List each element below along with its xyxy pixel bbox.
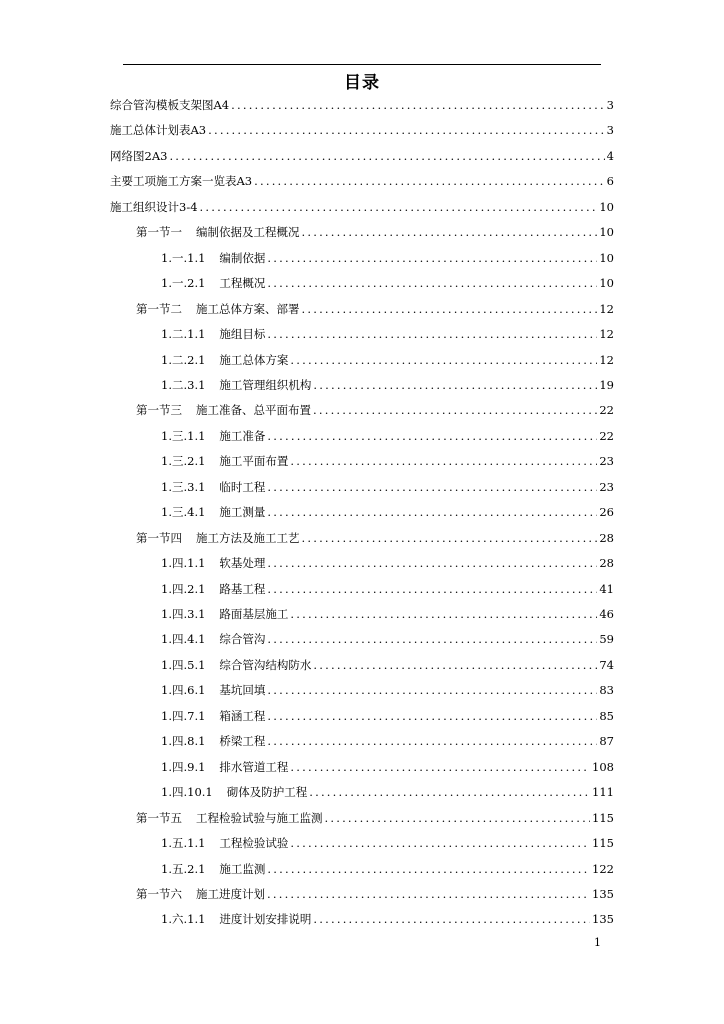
- toc-entry-page: 10: [599, 225, 614, 240]
- toc-entry-number: 1.五.2.1: [161, 861, 206, 876]
- toc-entry[interactable]: [110, 90, 614, 112]
- toc-entry-number: 第一节六: [136, 886, 182, 901]
- toc-entry[interactable]: [161, 548, 614, 570]
- toc-entry[interactable]: [161, 752, 614, 774]
- dot-leader: [267, 480, 597, 494]
- toc-entry-page: 135: [592, 886, 614, 901]
- dot-leader: [290, 760, 590, 774]
- toc-entry-number: 第一节四: [136, 530, 182, 545]
- toc-entry[interactable]: [161, 574, 614, 596]
- toc-entry-number: 第一节五: [136, 810, 182, 825]
- toc-entry-title: 编制依据及工程概况: [196, 225, 300, 240]
- toc-entry[interactable]: [161, 777, 614, 799]
- toc-entry[interactable]: [161, 904, 614, 926]
- dot-leader: [267, 556, 597, 570]
- toc-entry-title: 工程检验试验与施工监测: [196, 810, 323, 825]
- toc-entry-number: 1.二.1.1: [161, 327, 206, 342]
- toc-entry-title: 施工准备: [219, 428, 266, 443]
- toc-entry-page: 10: [599, 276, 614, 291]
- toc-entry-number: 1.四.1.1: [161, 556, 206, 571]
- toc-entry-number: 1.三.3.1: [161, 479, 206, 494]
- toc-entry[interactable]: [161, 243, 614, 265]
- dot-leader: [208, 123, 605, 137]
- toc-entry[interactable]: [136, 803, 614, 825]
- toc-entry-title: 砌体及防护工程: [226, 785, 308, 800]
- toc-entry-page: 87: [599, 734, 614, 749]
- toc-entry-title: 软基处理: [219, 556, 266, 571]
- toc-entry[interactable]: [110, 192, 614, 214]
- page-number: 1: [594, 936, 601, 949]
- toc-entry-number: 1.三.4.1: [161, 505, 206, 520]
- toc-entry[interactable]: [161, 472, 614, 494]
- toc-entry-page: 41: [599, 581, 614, 596]
- dot-leader: [325, 811, 591, 825]
- toc-entry-title: 施工总体计划表A3: [110, 123, 207, 138]
- toc-entry-number: 1.四.8.1: [161, 734, 206, 749]
- toc-entry-page: 28: [599, 556, 614, 571]
- toc-entry-title: 编制依据: [219, 250, 266, 265]
- dot-leader: [267, 887, 590, 901]
- dot-leader: [290, 607, 597, 621]
- dot-leader: [313, 912, 590, 926]
- dot-leader: [267, 276, 597, 290]
- toc-entry[interactable]: [136, 395, 614, 417]
- toc-entry[interactable]: [161, 624, 614, 646]
- toc-entry-page: 115: [592, 810, 614, 825]
- toc-entry-title: 网络图2A3: [110, 148, 168, 163]
- dot-leader: [313, 378, 597, 392]
- toc-entry-page: 10: [599, 250, 614, 265]
- dot-leader: [267, 429, 597, 443]
- toc-entry-page: 46: [599, 607, 614, 621]
- toc-entry-number: 1.四.5.1: [161, 657, 206, 672]
- toc-entry[interactable]: [136, 217, 614, 239]
- toc-entry-number: 第一节二: [136, 301, 182, 316]
- toc-entry-page: 74: [599, 657, 614, 672]
- toc-entry-number: 1.二.2.1: [161, 352, 206, 367]
- toc-entry-title: 施工方法及施工工艺: [196, 530, 300, 545]
- toc-entry-title: 进度计划安排说明: [219, 912, 312, 927]
- toc-entry-title: 施工监测: [219, 861, 266, 876]
- toc-entry-page: 83: [599, 683, 614, 698]
- toc-entry-page: 22: [599, 428, 614, 443]
- toc-entry[interactable]: [110, 115, 614, 137]
- toc-entry-number: 1.一.2.1: [161, 276, 206, 291]
- page-title: 目录: [344, 73, 380, 93]
- toc-entry-title: 路基工程: [219, 581, 266, 596]
- toc-entry-number: 1.四.7.1: [161, 708, 206, 723]
- toc-entry-title: 施工组织设计3-4: [110, 199, 198, 214]
- toc-entry-number: 1.四.4.1: [161, 632, 206, 647]
- toc-entry-number: 1.四.2.1: [161, 581, 206, 596]
- toc-entry[interactable]: [161, 345, 614, 367]
- toc-entry[interactable]: [161, 268, 614, 290]
- toc-entry-number: 1.三.2.1: [161, 454, 206, 469]
- toc-entry-title: 施工准备、总平面布置: [196, 403, 311, 418]
- toc-entry-page: 12: [599, 352, 614, 367]
- toc-entry-number: 1.四.6.1: [161, 683, 206, 698]
- toc-entry-page: 115: [592, 836, 614, 851]
- toc-entry-title: 桥梁工程: [219, 734, 266, 749]
- toc-entry-page: 3: [606, 98, 614, 112]
- toc-entry-page: 122: [592, 861, 614, 876]
- toc-entry-title: 施工进度计划: [196, 886, 265, 901]
- toc-entry[interactable]: [161, 599, 614, 621]
- header-rule: [123, 64, 601, 65]
- toc-entry-number: 1.六.1.1: [161, 912, 206, 927]
- dot-leader: [313, 658, 597, 672]
- dot-leader: [313, 403, 597, 417]
- toc-entry-page: 108: [592, 759, 614, 774]
- toc-entry-page: 6: [606, 174, 614, 189]
- toc-entry-number: 1.四.3.1: [161, 607, 206, 621]
- dot-leader: [302, 531, 598, 545]
- toc-entry[interactable]: [161, 675, 614, 697]
- toc-entry-number: 第一节一: [136, 225, 182, 240]
- toc-entry-page: 26: [599, 505, 614, 520]
- toc-entry-title: 施工管理组织机构: [219, 377, 312, 392]
- dot-leader: [169, 149, 604, 163]
- toc-entry[interactable]: [110, 141, 614, 163]
- toc-entry[interactable]: [136, 294, 614, 316]
- toc-entry-page: 3: [606, 123, 614, 138]
- toc-entry-page: 111: [592, 785, 614, 800]
- dot-leader: [290, 353, 597, 367]
- toc-entry-title: 主要工项施工方案一览表A3: [110, 174, 253, 189]
- toc-entry-title: 综合管沟结构防水: [219, 657, 312, 672]
- toc-entry-number: 1.五.1.1: [161, 836, 206, 851]
- toc-entry[interactable]: [161, 446, 614, 468]
- toc-entry-page: 4: [606, 148, 614, 163]
- toc-entry-page: 23: [599, 479, 614, 494]
- dot-leader: [200, 200, 598, 214]
- toc-entry-title: 排水管道工程: [219, 759, 289, 774]
- toc-entry-page: 23: [599, 454, 614, 469]
- dot-leader: [267, 734, 597, 748]
- toc-entry-page: 12: [599, 327, 614, 342]
- dot-leader: [309, 785, 590, 799]
- toc-entry-title: 临时工程: [219, 479, 266, 494]
- toc-entry[interactable]: [161, 828, 614, 850]
- dot-leader: [267, 632, 597, 646]
- dot-leader: [267, 862, 590, 876]
- dot-leader: [302, 302, 598, 316]
- toc-entry-number: 1.三.1.1: [161, 428, 206, 443]
- toc-entry-number: 1.一.1.1: [161, 250, 206, 265]
- toc-entry-number: 1.二.3.1: [161, 377, 206, 392]
- toc-entry-page: 28: [599, 530, 614, 545]
- toc-entry-number: 1.四.9.1: [161, 759, 206, 774]
- toc-entry-page: 85: [599, 708, 614, 723]
- toc-entry-page: 22: [599, 403, 614, 418]
- dot-leader: [302, 225, 598, 239]
- toc-entry-title: 箱涵工程: [219, 708, 266, 723]
- toc-entry-title: 施工平面布置: [219, 454, 289, 469]
- toc-entry-title: 施工测量: [219, 505, 266, 520]
- dot-leader: [290, 454, 597, 468]
- toc-entry[interactable]: [161, 497, 614, 519]
- dot-leader: [254, 174, 605, 188]
- toc-entry-title: 工程概况: [219, 276, 266, 291]
- toc-entry-number: 第一节三: [136, 403, 182, 418]
- toc-entry-page: 59: [599, 632, 614, 647]
- dot-leader: [231, 98, 605, 112]
- toc-entry[interactable]: [161, 726, 614, 748]
- dot-leader: [267, 683, 597, 697]
- toc-entry[interactable]: [110, 166, 614, 188]
- toc-entry-page: 12: [599, 301, 614, 316]
- toc-entry-page: 19: [599, 377, 614, 392]
- dot-leader: [267, 251, 597, 265]
- dot-leader: [267, 327, 597, 341]
- toc-entry[interactable]: [161, 701, 614, 723]
- toc-entry-title: 基坑回填: [219, 683, 266, 698]
- toc-entry-title: 工程检验试验: [219, 836, 289, 851]
- toc-entry-page: 135: [592, 912, 614, 927]
- toc-entry[interactable]: [161, 854, 614, 876]
- toc-entry[interactable]: [161, 370, 614, 392]
- toc-entry-title: 路面基层施工: [219, 607, 289, 621]
- toc-entry-title: 综合管沟模板支架图A4: [110, 98, 230, 112]
- dot-leader: [267, 505, 597, 519]
- toc-entry[interactable]: [136, 879, 614, 901]
- dot-leader: [290, 836, 590, 850]
- toc-entry[interactable]: [136, 523, 614, 545]
- toc-entry[interactable]: [161, 650, 614, 672]
- toc-entry[interactable]: [161, 319, 614, 341]
- toc-entry-page: 10: [599, 199, 614, 214]
- toc-entry-title: 施工总体方案: [219, 352, 289, 367]
- toc-entry-title: 施工总体方案、部署: [196, 301, 300, 316]
- toc-entry-number: 1.四.10.1: [161, 785, 213, 800]
- dot-leader: [267, 582, 597, 596]
- toc-entry-title: 施组目标: [219, 327, 266, 342]
- toc-entry-title: 综合管沟: [219, 632, 266, 647]
- dot-leader: [267, 709, 597, 723]
- toc-entry[interactable]: [161, 421, 614, 443]
